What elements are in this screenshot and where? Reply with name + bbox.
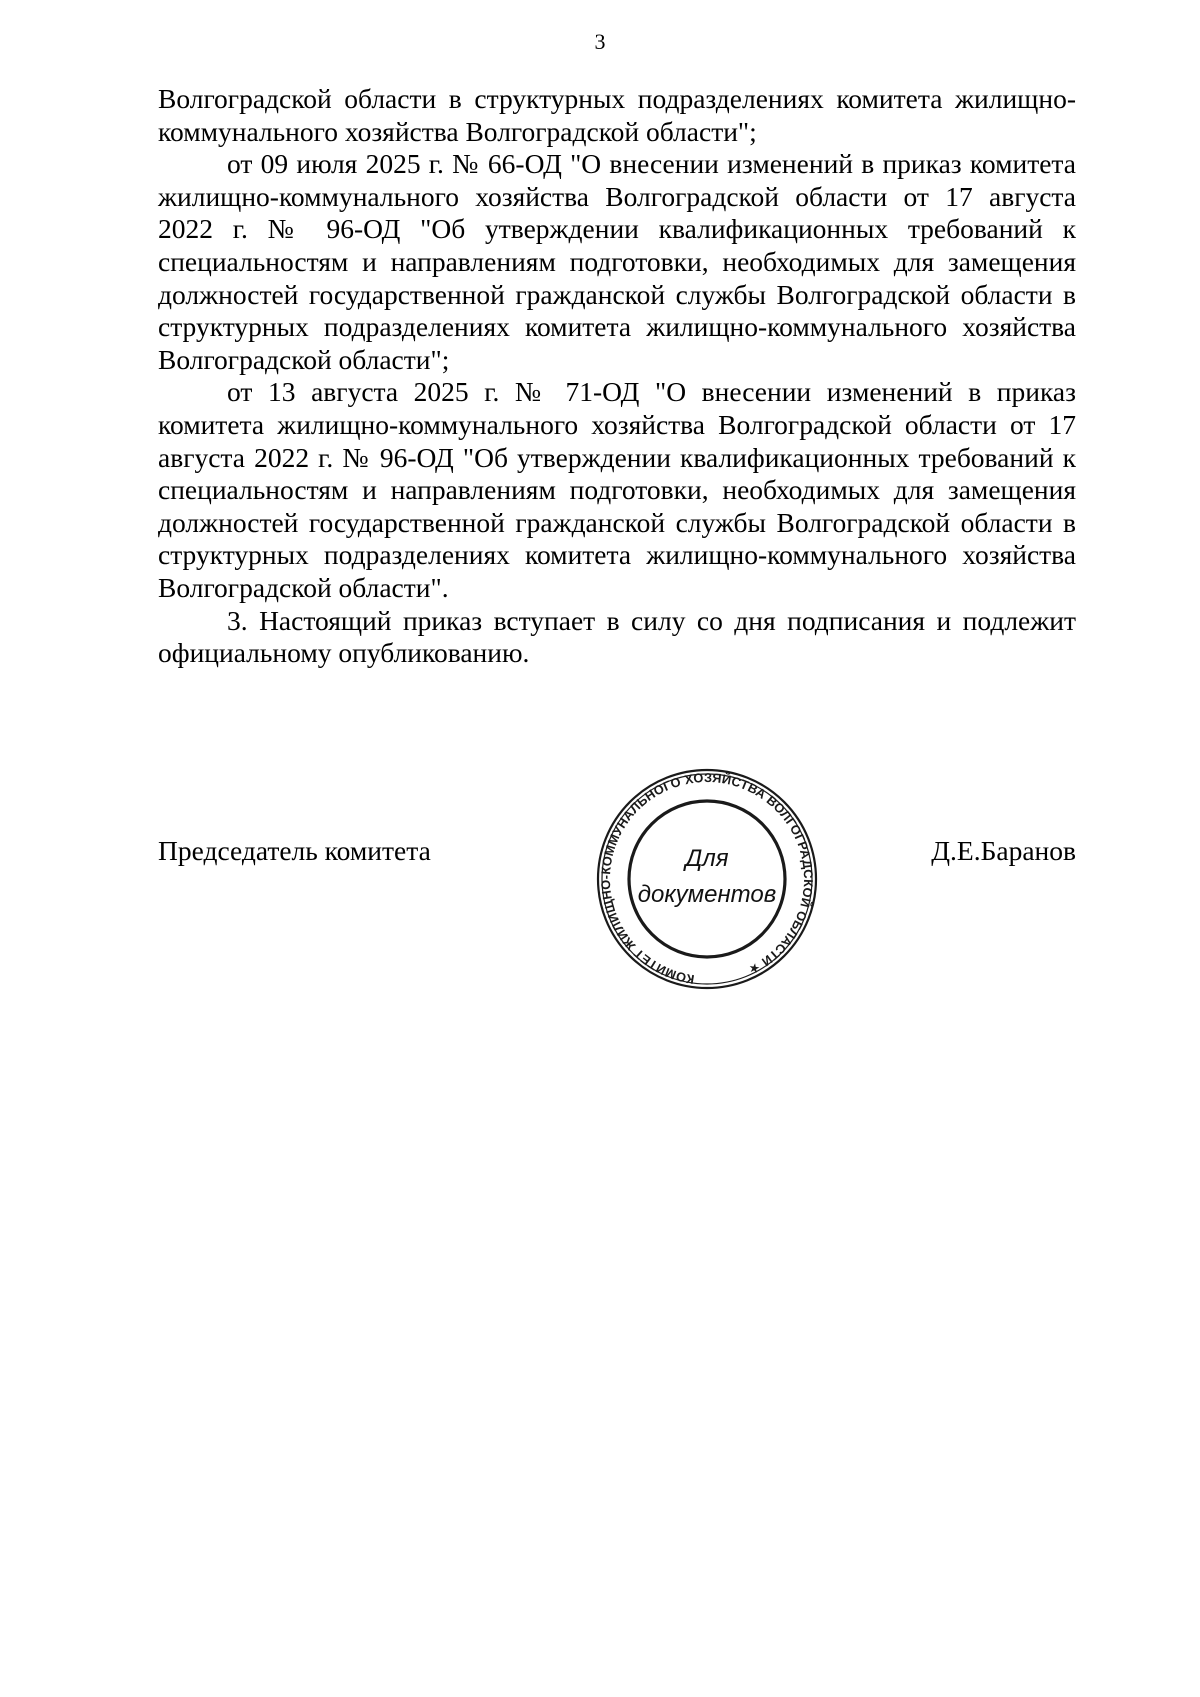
seal-center-line-2: документов xyxy=(637,881,777,908)
signature-block xyxy=(158,768,1076,990)
document-body xyxy=(158,83,1076,670)
official-seal xyxy=(594,768,820,990)
signer-title: Председатель комитета xyxy=(158,835,431,866)
paragraph-order-66: от 09 июля 2025 г. № 66-ОД "О внесении изменений в приказ комитета жилищно-коммунального хозяйства Волгоградской области от 17 августа 2022 г. № 96-ОД "Об утверждении квалификационных требований к специальностям и направлениям подготовки, необходимых для замещения должностей государственной гражданской службы Волгоградской области в структурных подразделениях комитета жилищно-коммунального хозяйства Волгоградской области"; xyxy=(158,148,1076,375)
paragraph-order-71: от 13 августа 2025 г. № 71-ОД "О внесении изменений в приказ комитета жилищно-коммунального хозяйства Волгоградской области от 17 августа 2022 г. № 96-ОД "Об утверждении квалификационных требований к специальностям и направлениям подготовки, необходимых для замещения должностей государственной гражданской службы Волгоградской области в структурных подразделениях комитета жилищно-коммунального хозяйства Волгоградской области". xyxy=(158,376,1076,603)
page-number: 3 xyxy=(594,29,606,54)
paragraph-item-3: 3. Настоящий приказ вступает в силу со дня подписания и подлежит официальному опубликованию. xyxy=(158,604,1076,669)
seal-center-line-1: Для xyxy=(685,845,729,872)
signer-name: Д.Е.Баранов xyxy=(931,835,1076,866)
paragraph-continuation: Волгоградской области в структурных подразделениях комитета жилищно-коммунального хозяйства Волгоградской области"; xyxy=(158,83,1076,147)
seal-ring-text: КОМИТЕТ ЖИЛИЩНО-КОММУНАЛЬНОГО ХОЗЯЙСТВА ВОЛГОГРАДСКОЙ ОБЛАСТИ ★ xyxy=(597,769,817,988)
